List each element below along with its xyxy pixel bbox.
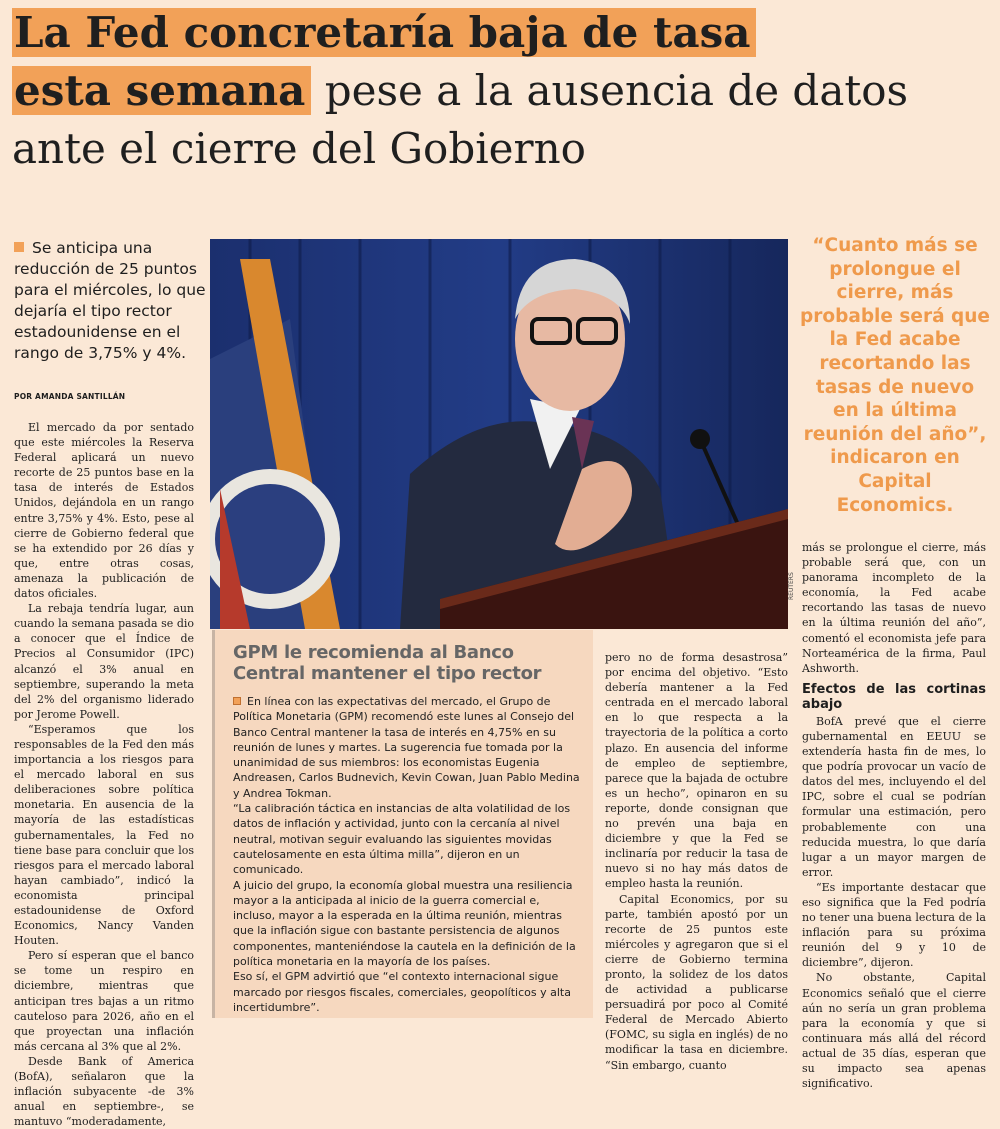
speaker-at-podium-image <box>210 239 788 629</box>
lead-text: Se anticipa una reducción de 25 puntos para el miércoles, lo que dejaría el tipo rector estadounidense en el rango de 3,75% y 4%. <box>14 239 206 362</box>
article-column-1 <box>14 420 194 1129</box>
lead-summary <box>14 238 228 364</box>
paragraph: “Esperamos que los responsables de la Fed den más importancia a los riesgos para el mercado laboral en sus deliberaciones sobre política monetaria. En ausencia de la mayoría de las estadísticas gubernamentales, la Fed no tiene base para concluir que los riesgos para el mercado laboral hayan cambiado”, indicó la economista principal estadounidense de Oxford Economics, Nancy Vanden Houten. <box>14 722 194 948</box>
subheading: Efectos de las cortinas abajo <box>802 681 986 712</box>
headline-highlight-1: La Fed concretaría baja de tasa <box>12 8 756 57</box>
photo-credit: REUTERS <box>788 572 795 600</box>
paragraph: Capital Economics, por su parte, también apostó por un recorte de 25 puntos este miércoles y agregaron que si el cierre de Gobierno termina pronto, la solidez de los datos de actividad a publicarse persuadirá por poco al Comité Federal de Mercado Abierto (FOMC, su sigla en inglés) de no modificar la tasa en diciembre. “Sin embargo, cuanto <box>605 892 788 1072</box>
square-bullet-icon <box>14 242 24 252</box>
headline <box>12 4 997 178</box>
news-photo <box>210 239 788 629</box>
paragraph: más se prolongue el cierre, más probable será que, con un panorama incompleto de la economía, la Fed acabe recortando las tasas de nuevo en la última reunión del año”, comentó el economista jefe para Norteamérica de la firma, Paul Ashworth. <box>802 541 986 675</box>
article-column-3 <box>605 650 788 1073</box>
article-column-4 <box>802 540 986 1091</box>
paragraph: BofA prevé que el cierre gubernamental en EEUU se extendería hasta fin de mes, lo que podría provocar un vacío de datos del mes, incluyendo el del IPC, sobre el cual se podrían formular una estimación, pero probablemente con una reducida muestra, lo que daría lugar a un mayor margen de error. <box>802 714 986 879</box>
square-bullet-icon <box>233 697 241 705</box>
sidebar-paragraph <box>233 694 583 801</box>
sidebar-paragraph: Eso sí, el GPM advirtió que “el contexto internacional sigue marcado por riesgos fiscales, comerciales, geopolíticos y alta incertidumbre”. <box>233 970 571 1014</box>
paragraph: La rebaja tendría lugar, aun cuando la semana pasada se dio a conocer que el Índice de Precios al Consumidor (IPC) alcanzó el 3% anual en septiembre, superando la meta del 2% del organismo liderado por Jerome Powell. <box>14 602 194 721</box>
sidebar-paragraph: “La calibración táctica en instancias de alta volatilidad de los datos de inflación y actividad, junto con la cercanía al nivel neutral, motivan seguir evaluando las siguientes movidas cautelosamente en esta última milla”, dijeron en un comunicado. <box>233 802 571 877</box>
paragraph: Pero sí esperan que el banco se tome un respiro en diciembre, mientras que anticipan tres bajas a un ritmo cauteloso para 2026, año en el que proyectan una inflación más cercana al 3% que al 2%. <box>14 949 194 1053</box>
sidebar-title: GPM le recomienda al Banco Central mantener el tipo rector <box>233 642 542 684</box>
paragraph: No obstante, Capital Economics señaló que el cierre aún no sería un gran problema para la economía y que si continuara más allá del récord actual de 35 días, esperan que su impacto sea apenas significativo. <box>802 971 986 1091</box>
sidebar-paragraph: A juicio del grupo, la economía global muestra una resiliencia mayor a la anticipada al inicio de la guerra comercial e, incluso, mayor a la esperada en la última reunión, mientras que la inflación sigue con bastante persistencia de algunos componentes, manteniéndose la cautela en la definición de la política monetaria en la mayoría de los países. <box>233 878 576 969</box>
paragraph: “Es importante destacar que eso significa que la Fed podría no tener una buena lectura de la inflación para su próxima reunión del 9 y 10 de diciembre”, dijeron. <box>802 880 986 970</box>
sidebar-box <box>212 630 593 1018</box>
paragraph: Desde Bank of America (BofA), señalaron que la inflación subyacente -de 3% anual en septiembre-, se mantuvo “moderadamente, <box>14 1054 194 1129</box>
headline-highlight-2: esta semana <box>12 66 311 115</box>
paragraph: pero no de forma desastrosa” por encima del objetivo. “Esto debería mantener a la Fed centrada en el mercado laboral en lo que respecta a la trayectoria de la política a corto plazo. En ausencia del informe de empleo de septiembre, parece que la bajada de octubre es un hecho”, opinaron en su reporte, donde consignan que no prevén una baja en diciembre y que la Fed se inclinaría por reducir la tasa de nuevo si no hay más datos de empleo hasta la reunión. <box>605 651 788 891</box>
sidebar-paragraph-text: En línea con las expectativas del mercado, el Grupo de Política Monetaria (GPM) recomendó este lunes al Consejo del Banco Central mantener la tasa de interés en 4,75% en su reunión de lunes y martes. La sugerencia fue tomada por la unanimidad de sus miembros: los economistas Eugenia Andreasen, Carlos Budnevich, Kevin Cowan, Juan Pablo Medina y Andrea Tokman. <box>233 695 580 800</box>
headline-rest: pese a la ausencia de datos ante el cierre del Gobierno <box>12 66 909 173</box>
paragraph: El mercado da por sentado que este miércoles la Reserva Federal aplicará un nuevo recorte de 25 puntos base en la tasa de interés de Estados Unidos, dejándola en un rango entre 3,75% y 4%. Esto, pese al cierre de Gobierno federal que se ha extendido por 26 días y que, entre otras cosas, amenaza la publicación de datos oficiales. <box>14 421 194 601</box>
pull-quote: “Cuanto más se prolongue el cierre, más probable será que la Fed acabe recortando las tasas de nuevo en la última reunión del año”, indicaron en Capital Economics. <box>800 235 990 516</box>
byline: POR AMANDA SANTILLÁN <box>14 392 126 401</box>
sidebar-body <box>233 694 583 1015</box>
